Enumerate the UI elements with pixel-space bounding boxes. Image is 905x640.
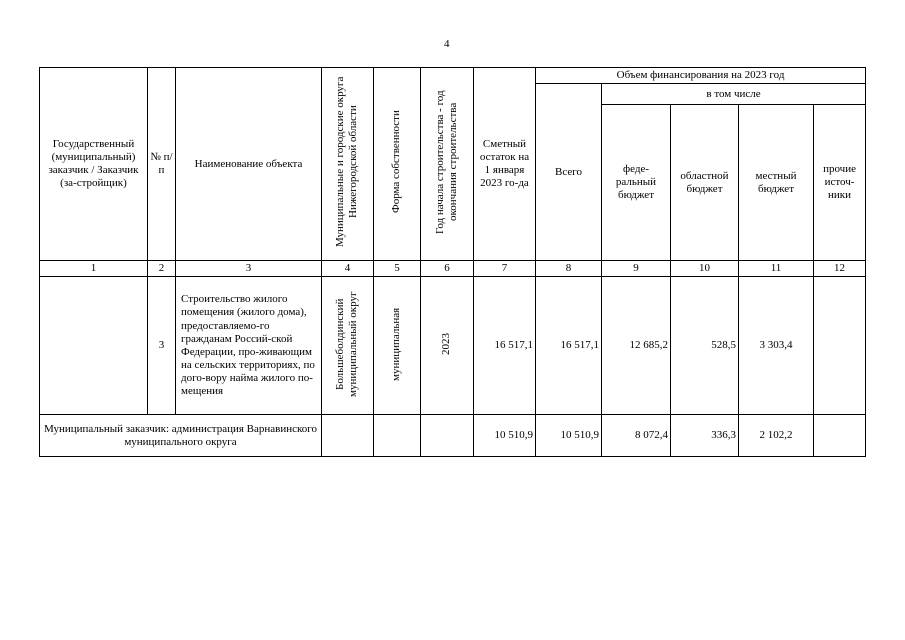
header-object-name: Наименование объекта xyxy=(176,68,322,261)
header-balance: Сметный остаток на 1 января 2023 го-да xyxy=(474,68,536,261)
header-federal: феде-ральный бюджет xyxy=(602,105,671,261)
row-customer xyxy=(40,277,148,415)
row-municipality-cell xyxy=(322,277,374,415)
summary-balance: 10 510,9 xyxy=(474,415,536,457)
header-local: местный бюджет xyxy=(739,105,814,261)
column-number: 6 xyxy=(421,261,474,277)
row-federal: 12 685,2 xyxy=(602,277,671,415)
column-number: 5 xyxy=(374,261,421,277)
row-other xyxy=(814,277,866,415)
summary-empty-cell xyxy=(374,415,421,457)
table-row xyxy=(40,277,866,415)
header-municipality-cell xyxy=(322,68,374,261)
header-municipality: Муниципальные и городские округа Нижегородской области xyxy=(334,76,360,248)
row-regional: 528,5 xyxy=(671,277,739,415)
column-number: 8 xyxy=(536,261,602,277)
header-other: прочие источ-ники xyxy=(814,105,866,261)
row-num: 3 xyxy=(148,277,176,415)
column-number: 11 xyxy=(739,261,814,277)
summary-row xyxy=(40,415,866,457)
column-number: 2 xyxy=(148,261,176,277)
summary-empty-cell xyxy=(322,415,374,457)
column-number: 10 xyxy=(671,261,739,277)
summary-federal: 8 072,4 xyxy=(602,415,671,457)
row-balance: 16 517,1 xyxy=(474,277,536,415)
summary-total: 10 510,9 xyxy=(536,415,602,457)
header-funding-group: Объем финансирования на 2023 год xyxy=(536,68,866,84)
header-customer: Государственный (муниципальный) заказчик / Заказчик (за-стройщик) xyxy=(40,68,148,261)
column-numbers-row xyxy=(40,261,866,277)
financing-table xyxy=(39,67,866,457)
row-municipality: Большеболдинский муниципальный округ xyxy=(334,291,360,397)
row-years: 2023 xyxy=(440,332,453,355)
row-ownership-cell xyxy=(374,277,421,415)
column-number: 7 xyxy=(474,261,536,277)
summary-local: 2 102,2 xyxy=(739,415,814,457)
column-number: 12 xyxy=(814,261,866,277)
row-local: 3 303,4 xyxy=(739,277,814,415)
summary-regional: 336,3 xyxy=(671,415,739,457)
row-object-name: Строительство жилого помещения (жилого дома), предоставляемо-го гражданам Россий-ской Федерации, про-живающим на сельских территориях, по дого-вору найма жилого по-мещения xyxy=(176,277,322,415)
column-number: 3 xyxy=(176,261,322,277)
header-years: Год начала строительства - год окончания строительства xyxy=(433,90,459,234)
header-ownership: Форма собственности xyxy=(390,110,403,214)
row-total: 16 517,1 xyxy=(536,277,602,415)
header-total: Всего xyxy=(536,84,602,261)
column-number: 9 xyxy=(602,261,671,277)
header-including: в том числе xyxy=(602,84,866,105)
summary-label: Муниципальный заказчик: администрация Варнавинского муниципального округа xyxy=(40,415,322,457)
header-regional: областной бюджет xyxy=(671,105,739,261)
summary-empty-cell xyxy=(421,415,474,457)
header-num: № п/п xyxy=(148,68,176,261)
summary-other xyxy=(814,415,866,457)
header-ownership-cell xyxy=(374,68,421,261)
column-number: 4 xyxy=(322,261,374,277)
page-number: 4 xyxy=(444,38,450,50)
header-years-cell xyxy=(421,68,474,261)
row-years-cell xyxy=(421,277,474,415)
row-ownership: муниципальная xyxy=(390,307,403,381)
column-number: 1 xyxy=(40,261,148,277)
